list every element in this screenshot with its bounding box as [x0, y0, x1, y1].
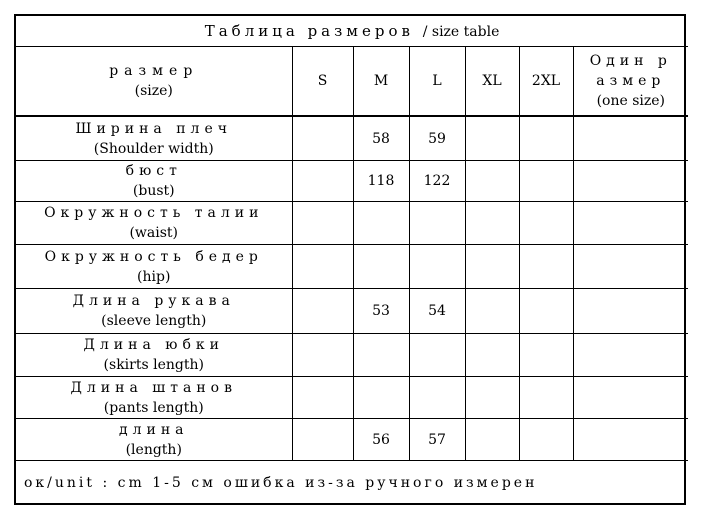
- size-label-ru: размер: [109, 63, 199, 79]
- row-label: [16, 419, 292, 461]
- value-cell: [465, 334, 519, 377]
- row-label-en: (pants length): [103, 399, 204, 416]
- value-cell: [292, 419, 353, 461]
- size-table: [16, 16, 688, 116]
- row-label-ru: бюст: [125, 163, 182, 179]
- header-row: [16, 47, 688, 116]
- title-en: / size table: [422, 24, 500, 40]
- value-cell: [573, 419, 688, 461]
- footer-note: ок/unit : cm 1-5 см ошибка из-за ручного измерен: [16, 461, 688, 506]
- row-label-ru: Окружность талии: [44, 205, 264, 221]
- one-size-ru-line2: азмер: [596, 73, 666, 89]
- size-header-s: S: [292, 47, 353, 116]
- value-cell: [292, 202, 353, 245]
- value-cell: [573, 202, 688, 245]
- row-label: [16, 202, 292, 245]
- value-cell: [465, 419, 519, 461]
- value-cell: [353, 377, 409, 419]
- value-cell: [519, 117, 573, 161]
- title-ru: Таблица размеров: [204, 22, 414, 40]
- table-row: [16, 377, 688, 419]
- value-cell: 56: [353, 419, 409, 461]
- table-row: [16, 202, 688, 245]
- row-label-en: (hip): [137, 268, 171, 285]
- row-label-ru: Ширина плеч: [75, 120, 232, 137]
- table-row: [16, 245, 688, 289]
- value-cell: [292, 161, 353, 202]
- value-cell: 53: [353, 289, 409, 334]
- value-cell: [519, 289, 573, 334]
- value-cell: [519, 334, 573, 377]
- size-header-l: L: [409, 47, 465, 116]
- value-cell: [292, 117, 353, 161]
- row-label: [16, 289, 292, 334]
- row-label-en: (waist): [129, 225, 179, 241]
- size-chart: [14, 14, 686, 505]
- table-row: [16, 289, 688, 334]
- value-cell: [465, 117, 519, 161]
- value-cell: [353, 245, 409, 289]
- value-cell: [573, 377, 688, 419]
- row-label-ru: Окружность бедер: [44, 248, 263, 265]
- size-label-cell: [16, 47, 292, 116]
- value-cell: [292, 334, 353, 377]
- value-cell: [465, 245, 519, 289]
- value-cell: [519, 161, 573, 202]
- value-cell: [409, 377, 465, 419]
- value-cell: 57: [409, 419, 465, 461]
- value-cell: [465, 202, 519, 245]
- value-cell: 54: [409, 289, 465, 334]
- size-label-en: (size): [134, 83, 173, 99]
- row-label-ru: длина: [118, 421, 189, 438]
- row-label-en: (Shoulder width): [93, 140, 214, 157]
- value-cell: [409, 334, 465, 377]
- row-label: [16, 377, 292, 419]
- value-cell: [573, 289, 688, 334]
- size-header-xl: XL: [465, 47, 519, 116]
- value-cell: 58: [353, 117, 409, 161]
- row-label-en: (sleeve length): [101, 313, 207, 329]
- one-size-en: (one size): [596, 93, 666, 109]
- row-label-en: (skirts length): [103, 357, 204, 373]
- value-cell: [465, 377, 519, 419]
- table-title: [16, 16, 688, 47]
- value-cell: [465, 289, 519, 334]
- value-cell: [519, 419, 573, 461]
- value-cell: [573, 117, 688, 161]
- table-row: [16, 161, 688, 202]
- one-size-ru-line1: Один р: [589, 53, 672, 69]
- value-cell: [409, 245, 465, 289]
- value-cell: [353, 202, 409, 245]
- value-cell: [519, 377, 573, 419]
- row-label: [16, 117, 292, 161]
- row-label-ru: Длина рукава: [72, 293, 235, 309]
- row-label-en: (length): [125, 441, 182, 458]
- row-label-en: (bust): [132, 183, 175, 199]
- row-label: [16, 334, 292, 377]
- value-cell: [292, 245, 353, 289]
- table-row: [16, 117, 688, 161]
- measurement-rows: [16, 116, 688, 505]
- value-cell: 122: [409, 161, 465, 202]
- value-cell: [573, 161, 688, 202]
- value-cell: [573, 245, 688, 289]
- value-cell: [353, 334, 409, 377]
- value-cell: [292, 377, 353, 419]
- size-header-one-size: [573, 47, 688, 116]
- value-cell: [465, 161, 519, 202]
- row-label-ru: Длина штанов: [70, 379, 237, 396]
- row-label: [16, 245, 292, 289]
- value-cell: 59: [409, 117, 465, 161]
- value-cell: [519, 202, 573, 245]
- row-label: [16, 161, 292, 202]
- value-cell: 118: [353, 161, 409, 202]
- value-cell: [519, 245, 573, 289]
- table-row: [16, 419, 688, 461]
- size-header-2xl: 2XL: [519, 47, 573, 116]
- size-header-m: M: [353, 47, 409, 116]
- value-cell: [292, 289, 353, 334]
- value-cell: [573, 334, 688, 377]
- table-row: [16, 334, 688, 377]
- row-label-ru: Длина юбки: [83, 337, 224, 353]
- value-cell: [409, 202, 465, 245]
